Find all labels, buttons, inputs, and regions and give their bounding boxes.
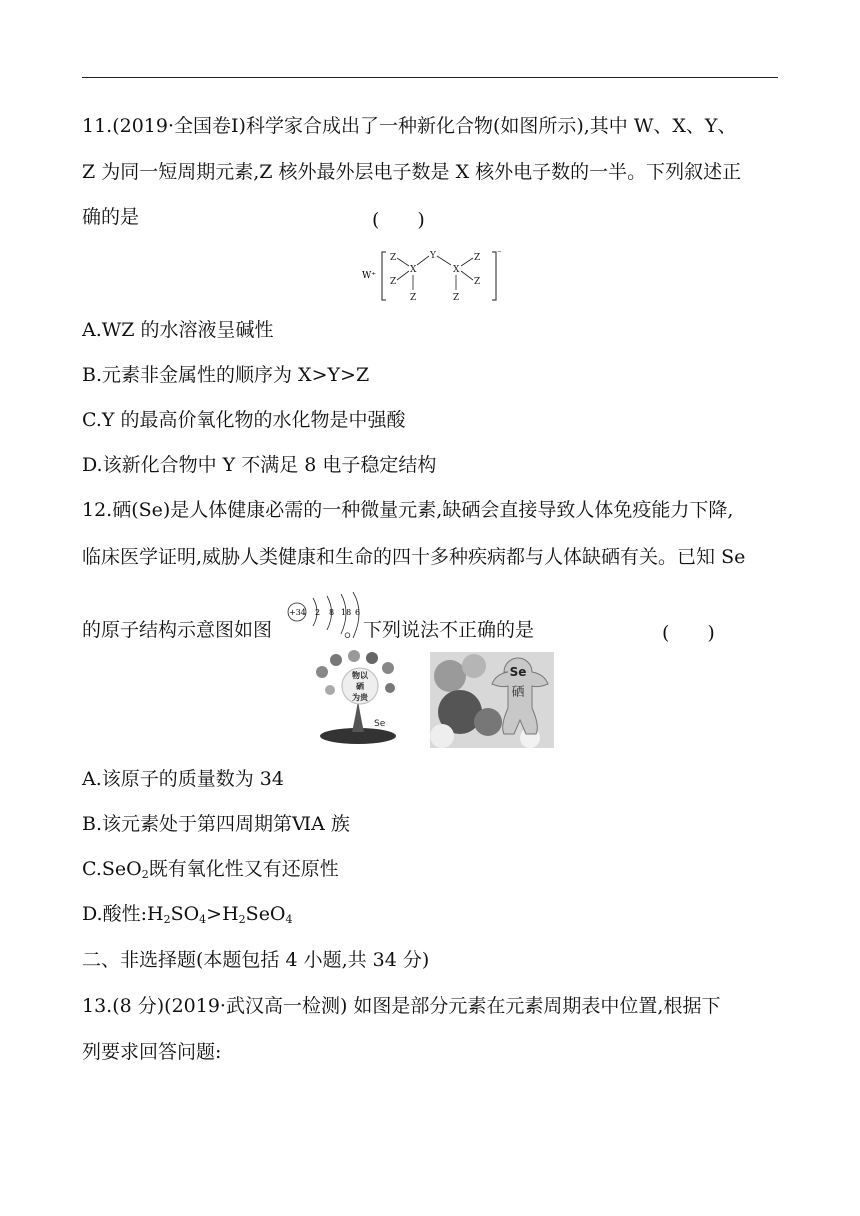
atom-shell: 2	[315, 608, 321, 617]
q11-structure-diagram	[360, 244, 510, 304]
q11-option-b: B.元素非金属性的顺序为 X>Y>Z	[82, 364, 370, 386]
q11-option-d: D.该新化合物中 Y 不满足 8 电子稳定结构	[82, 454, 437, 476]
struct-atom: Z	[453, 293, 460, 303]
q12-line-3a: 的原子结构示意图如图	[82, 619, 273, 641]
q12-option-a: A.该原子的质量数为 34	[82, 768, 284, 790]
struct-charge: ⁻	[497, 249, 502, 259]
selenium-tree-image	[312, 650, 404, 746]
q12-answer-blank: ( )	[662, 622, 715, 644]
img1-caption: 为贵	[352, 693, 368, 702]
struct-atom: X	[453, 265, 460, 275]
struct-cation: W⁺	[362, 271, 377, 281]
q11-line-3: 确的是	[82, 206, 140, 228]
img2-se-label: Se	[509, 665, 527, 679]
q12-line-1: 12.硒(Se)是人体健康必需的一种微量元素,缺硒会直接导致人体免疫能力下降,	[82, 499, 734, 521]
atom-shell: 6	[355, 608, 361, 617]
struct-atom: Z	[390, 277, 397, 287]
selenium-food-image	[430, 652, 554, 748]
struct-atom: Z	[474, 253, 481, 263]
q13-line-2: 列要求回答问题:	[82, 1041, 222, 1063]
q12-option-d: D.酸性$:H_2SO_4>H_2SeO_4$	[82, 903, 293, 926]
struct-atom: Y	[430, 251, 436, 261]
q11-option-c: C.Y 的最高价氧化物的水化物是中强酸	[82, 409, 406, 431]
atom-shell: 8	[329, 608, 335, 617]
img1-se-label: Se	[374, 719, 386, 729]
struct-atom: Z	[390, 253, 397, 263]
header-rule	[82, 77, 778, 78]
q12-line-3b: 。下列说法不正确的是	[344, 619, 535, 641]
q11-answer-blank: ( )	[372, 209, 425, 231]
q11-line-1: 11.(2019·全国卷Ⅰ)科学家合成出了一种新化合物(如图所示),其中 W、X、Y、	[82, 115, 737, 137]
q12-option-b: B.该元素处于第四周期第ⅥA 族	[82, 813, 350, 835]
q11-option-a: A.WZ 的水溶液呈碱性	[82, 319, 274, 341]
q11-line-2: Z 为同一短周期元素,Z 核外最外层电子数是 X 核外电子数的一半。下列叙述正	[82, 161, 742, 183]
struct-atom: Z	[474, 277, 481, 287]
section-2-heading: 二、非选择题(本题包括 4 小题,共 34 分)	[82, 949, 430, 971]
img1-caption: 硒	[356, 682, 364, 691]
atom-shell: 18	[341, 608, 352, 617]
img2-xi-label: 硒	[511, 685, 525, 700]
img1-caption: 物以	[352, 671, 368, 680]
q12-option-c: C.SeO$_2$既有氧化性又有还原性	[82, 858, 339, 881]
q12-line-2: 临床医学证明,威胁人类健康和生命的四十多种疾病都与人体缺硒有关。已知 Se	[82, 546, 746, 568]
struct-atom: Z	[410, 293, 417, 303]
q13-line-1: 13.(8 分)(2019·武汉高一检测) 如图是部分元素在元素周期表中位置,根据下	[82, 995, 721, 1017]
struct-atom: X	[410, 265, 417, 275]
atom-nucleus: +34	[289, 608, 306, 617]
